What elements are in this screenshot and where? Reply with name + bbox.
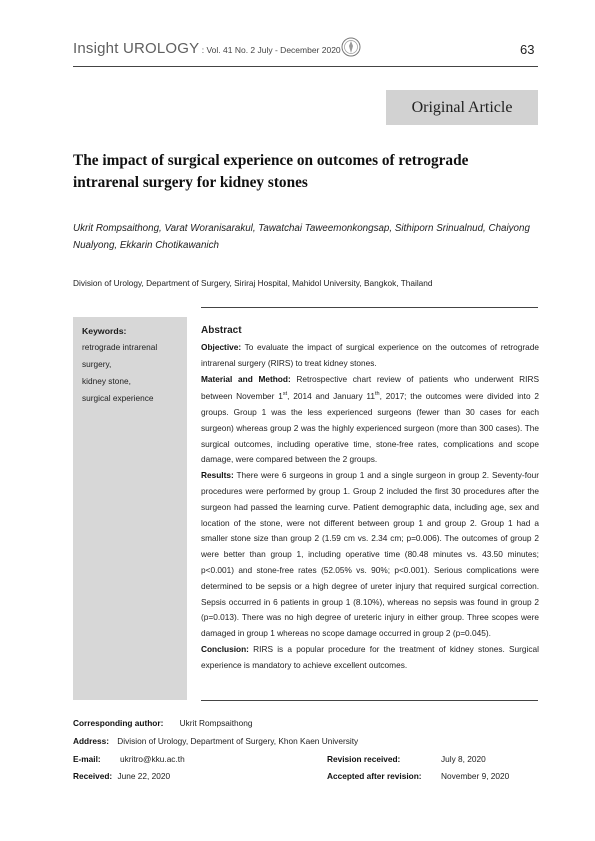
revision-label: Revision received: <box>327 754 401 764</box>
methods-label: Material and Method: <box>201 373 291 384</box>
address-value: Division of Urology, Department of Surgery, Khon Kaen University <box>117 736 359 746</box>
keyword-item: retrograde intrarenal <box>82 342 158 352</box>
methods-superscript: st <box>282 391 288 398</box>
keywords-box <box>73 317 187 700</box>
keyword-item: kidney stone, <box>82 376 131 386</box>
abstract-objective <box>201 340 539 372</box>
affiliation: Division of Urology, Department of Surgery, Siriraj Hospital, Mahidol University, Bangkok, Thailand <box>73 278 433 288</box>
abstract-results <box>201 468 539 642</box>
keywords-heading: Keywords: <box>82 326 127 336</box>
conclusion-text: RIRS is a popular procedure for the treatment of kidney stones. Surgical experience is mandatory to achieve excellent outcomes. <box>201 643 539 670</box>
header-rule <box>73 66 538 67</box>
corresponding-author <box>73 718 253 728</box>
corresponding-value: Ukrit Rompsaithong <box>179 718 253 728</box>
abstract-methods <box>201 372 539 469</box>
journal-name: Insight UROLOGY <box>73 40 200 57</box>
article-type-badge <box>386 90 538 125</box>
email-value: ukritro@kku.ac.th <box>120 754 185 764</box>
address <box>73 736 358 746</box>
received-value: June 22, 2020 <box>117 771 171 781</box>
objective-label: Objective: <box>201 342 242 352</box>
methods-superscript: th <box>375 391 380 398</box>
accepted-value: November 9, 2020 <box>441 771 510 781</box>
methods-text: Retrospective chart review of patients who underwent RIRS between November 1 <box>201 373 539 402</box>
article-type-label: Original Article <box>411 99 513 116</box>
accepted-label: Accepted after revision: <box>327 771 422 781</box>
objective-text: To evaluate the impact of surgical experience on the outcomes of retrograde intrarenal surgery (RIRS) to treat kidney stones. <box>201 342 539 368</box>
accepted-after-revision <box>327 771 422 781</box>
address-label: Address: <box>73 736 109 746</box>
author-list: Ukrit Rompsaithong, Varat Woranisarakul, Tawatchai Taweemonkongsap, Sithiporn Srinualnud, Chaiyong Nualyong, Ekkarin Chotikawanich <box>73 223 530 251</box>
abstract-heading: Abstract <box>201 325 242 336</box>
abstract-bottom-rule <box>201 700 538 701</box>
results-text: There were 6 surgeons in group 1 and a single surgeon in group 2. Seventy-four procedures were performed by group 1. Group 2 included the first 30 procedures after the surgeon had passed the learning curve. Patient demographic data, including age, sex and location of the stone, were not different between group 1 and group 2. Group 1 had a smaller stone size than group 2 (1.59 cm vs. 2.34 cm; p=0.006). The outcomes of group 2 were better than group 1, including operative time (80.48 minutes vs. 43.50 minutes; p<0.001) and stone-free rates (52.05% vs. 90%; p<0.001). Serious complications were determined to be sepsis or a high degree of ureter injury that required surgical correction. Sepsis occurred in 6 patients in group 1 (8.10%), whereas no sepsis was found in group 2 (p=0.013). There was no high degree of ureteric injury in either group. Three scopes were damaged in group 1 whereas no scope damage occurred in group 2 (p=0.045). <box>201 470 539 639</box>
keyword-item: surgery, <box>82 359 112 369</box>
abstract-top-rule <box>201 307 538 308</box>
abstract-conclusion <box>201 642 539 674</box>
revision-value: July 8, 2020 <box>441 754 486 764</box>
methods-text: , 2017; the outcomes were divided into 2 groups. Group 1 was the less experienced surgeons (fewer than 30 cases for each surgeon) whereas group 2 was the highly experienced surgeon (more than 300 cases). The surgical outcomes, including operative time, stone-free rates, complications and scope damage, were compared between the 2 groups. <box>201 391 539 465</box>
running-header <box>73 40 341 57</box>
revision-received <box>327 754 400 764</box>
journal-volume: : Vol. 41 No. 2 July - December 2020 <box>199 45 341 55</box>
email-label: E-mail: <box>73 754 101 764</box>
results-label: Results: <box>201 470 234 481</box>
page-number: 63 <box>520 42 535 57</box>
corresponding-label: Corresponding author: <box>73 718 164 728</box>
received-label: Received: <box>73 771 113 781</box>
received <box>73 771 170 781</box>
abstract <box>201 323 539 674</box>
methods-text: , 2014 and January 11 <box>287 391 376 402</box>
conclusion-label: Conclusion: <box>201 643 249 654</box>
email <box>73 754 101 764</box>
keyword-item: surgical experience <box>82 393 154 403</box>
journal-seal-icon <box>341 37 361 57</box>
article-title: The impact of surgical experience on outcomes of retrograde intrarenal surgery for kidney stones <box>73 152 469 191</box>
